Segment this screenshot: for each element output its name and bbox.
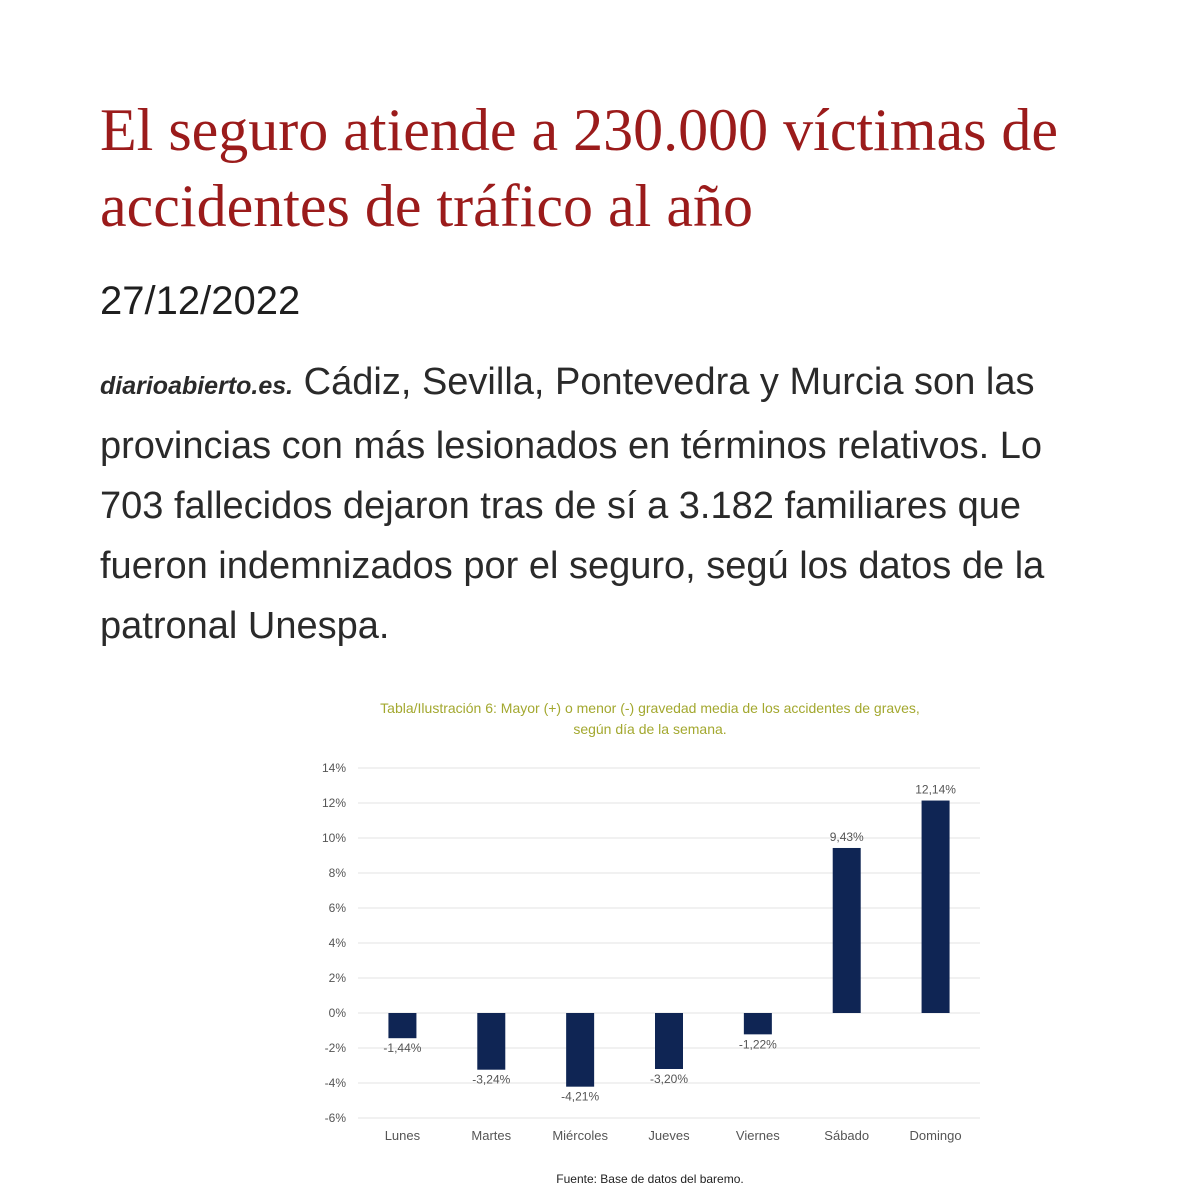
x-tick-label: Sábado bbox=[824, 1128, 870, 1143]
chart-title-line-2: según día de la semana. bbox=[573, 721, 727, 737]
lede-line-1 bbox=[100, 352, 1200, 416]
data-label: -3,24% bbox=[472, 1072, 511, 1087]
data-label: -4,21% bbox=[561, 1089, 600, 1104]
y-tick-label: 2% bbox=[328, 971, 346, 985]
data-label: 12,14% bbox=[915, 782, 956, 797]
x-tick-label: Martes bbox=[471, 1128, 512, 1143]
article-lede bbox=[100, 352, 1200, 656]
article-date: 27/12/2022 bbox=[100, 279, 301, 323]
lede-line-4: fueron indemnizados por el seguro, segú los datos de la bbox=[100, 545, 1045, 587]
data-label: -3,20% bbox=[649, 1072, 689, 1086]
x-tick-label: Jueves bbox=[648, 1128, 690, 1143]
chart-title-line-1: Tabla/Ilustración 6: Mayor (+) o menor (-) gravedad media de los accidentes de graves, bbox=[380, 700, 920, 716]
source-tag: diarioabierto.es. bbox=[100, 372, 294, 400]
data-label: -1,44% bbox=[383, 1041, 422, 1056]
x-tick-label: Miércoles bbox=[552, 1128, 608, 1143]
chart-source: Fuente: Base de datos del baremo. bbox=[556, 1172, 744, 1186]
headline-line-2: accidentes de tráfico al año bbox=[100, 173, 753, 239]
bar bbox=[477, 1013, 505, 1070]
lede-text-1: Cádiz, Sevilla, Pontevedra y Murcia son las bbox=[293, 361, 1035, 403]
y-tick-label: -4% bbox=[324, 1076, 346, 1090]
headline-line-1: El seguro atiende a 230.000 víctimas de bbox=[100, 97, 1059, 163]
bar bbox=[833, 848, 861, 1013]
y-tick-label: 4% bbox=[328, 936, 346, 950]
data-label: 9,43% bbox=[829, 829, 864, 844]
data-label: -1,22% bbox=[738, 1037, 777, 1052]
x-tick-label: Domingo bbox=[909, 1128, 962, 1143]
bar bbox=[744, 1013, 772, 1034]
y-tick-label: 6% bbox=[328, 901, 346, 915]
bar bbox=[922, 801, 950, 1013]
y-tick-label: 10% bbox=[321, 831, 346, 845]
y-tick-label: 0% bbox=[328, 1006, 346, 1020]
y-tick-label: 8% bbox=[328, 866, 346, 880]
bar bbox=[655, 1013, 683, 1069]
lede-line-5: patronal Unespa. bbox=[100, 605, 390, 647]
bar-chart bbox=[290, 690, 1010, 1170]
y-tick-label: -2% bbox=[324, 1041, 346, 1055]
x-tick-label: Viernes bbox=[735, 1128, 780, 1143]
bar bbox=[566, 1013, 594, 1087]
x-tick-label: Lunes bbox=[384, 1128, 421, 1143]
y-tick-label: -6% bbox=[324, 1111, 346, 1125]
chart-figure bbox=[290, 690, 1010, 1190]
y-tick-label: 14% bbox=[321, 761, 346, 775]
bar bbox=[388, 1013, 416, 1038]
lede-line-2: provincias con más lesionados en términos relativos. Lo bbox=[100, 425, 1043, 467]
lede-line-3: 703 fallecidos dejaron tras de sí a 3.182 familiares que bbox=[100, 485, 1021, 527]
article-headline bbox=[100, 92, 1180, 244]
y-tick-label: 12% bbox=[321, 796, 346, 810]
